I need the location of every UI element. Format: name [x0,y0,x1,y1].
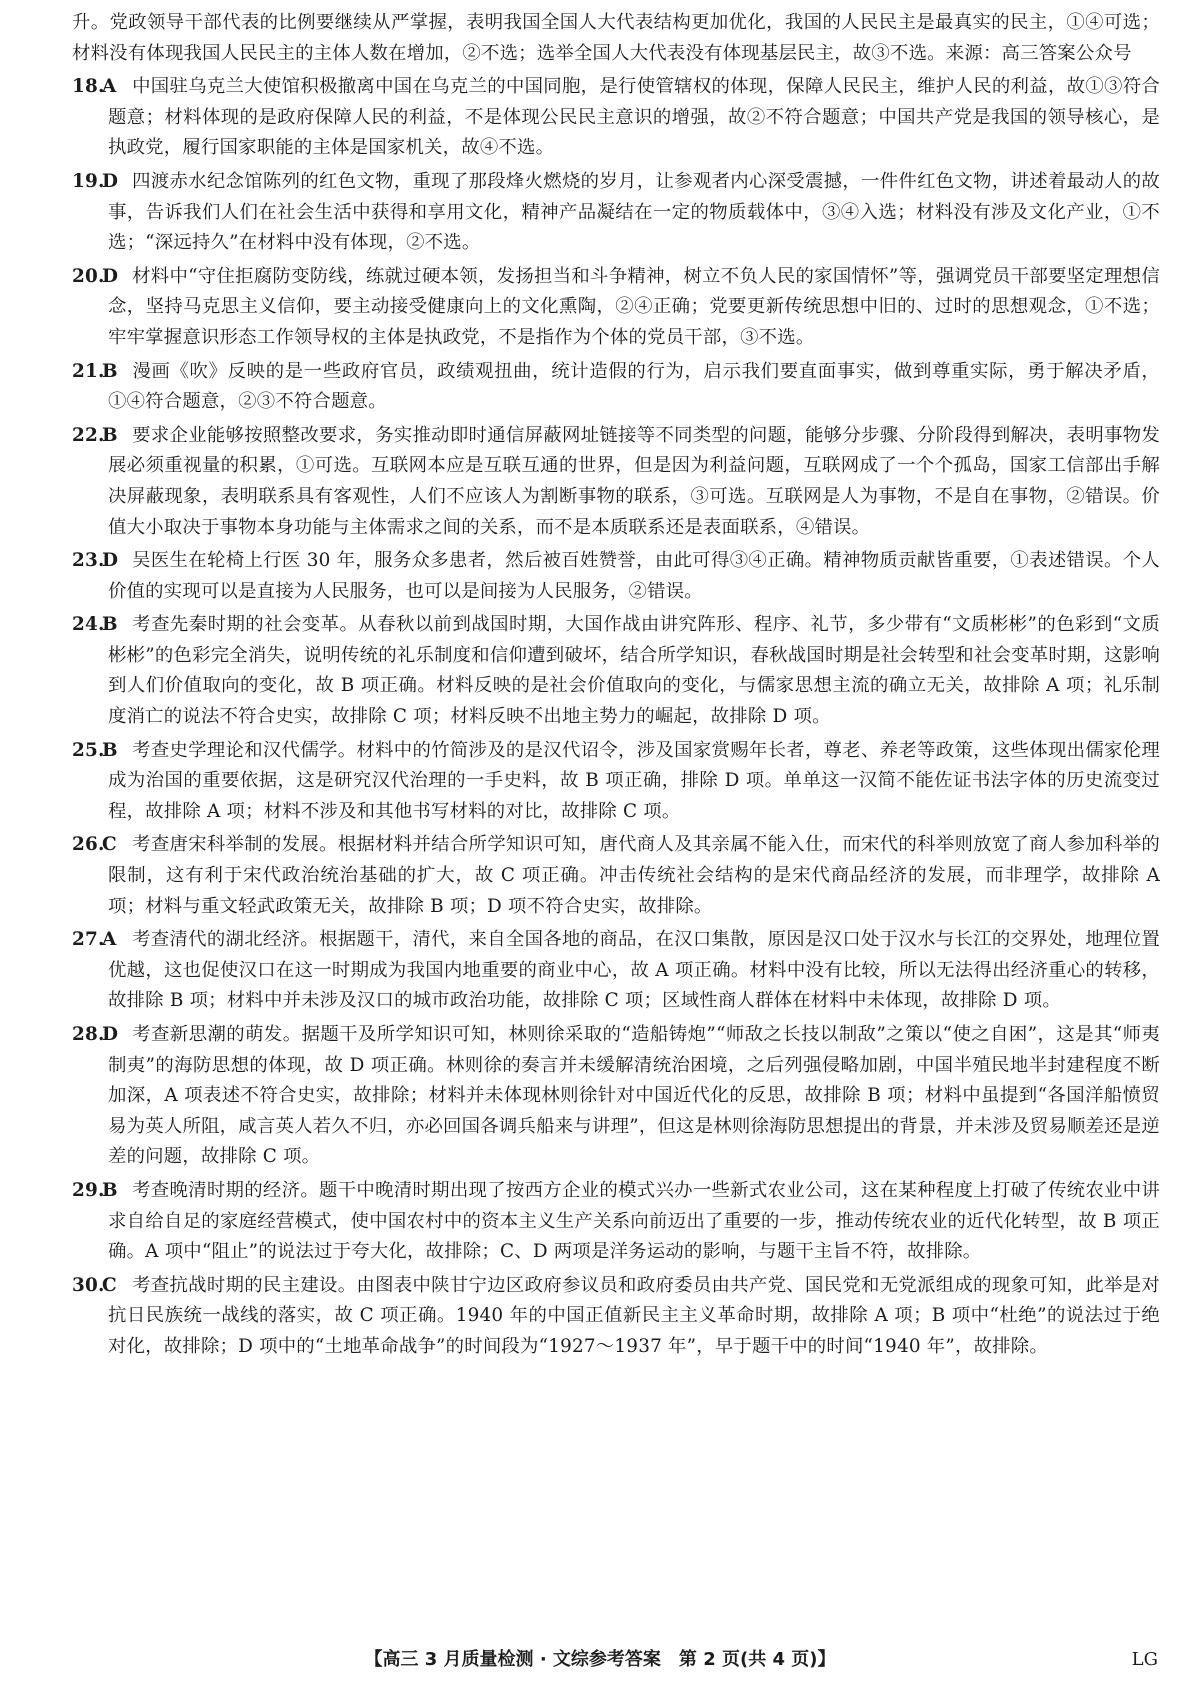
question-number: 25. [72,739,105,761]
answer-key: B [102,739,118,761]
explanation-text: 考查清代的湖北经济。根据题干，清代，来自全国各地的商品，在汉口集散，原因是汉口处于汉水与长江的交界处，地理位置优越，这也促使汉口在这一时期成为我国内地重要的商业中心，故 A 项正确。材料中没有比较，所以无法得出经济重心的转移，故排除 B 项；材料中并未涉及汉口的城市政治功能，故排除 C 项；区域性商人群体在材料中未体现，故排除 D 项。 [108,929,1160,1012]
explanation-text: 中国驻乌克兰大使馆积极撤离中国在乌克兰的中国同胞，是行使管辖权的体现，保障人民民主，维护人民的利益，故①③符合题意；材料体现的是政府保障人民的利益，不是体现公民民主意识的增强，故②不符合题意；中国共产党是我国的领导核心，是执政党，履行国家职能的主体是国家机关，故④不选。 [108,76,1160,159]
answer-key: C [102,1274,117,1296]
answer-list [72,72,1160,1362]
answer-item [72,830,1160,922]
answer-item [72,262,1160,354]
question-number: 28. [72,1024,105,1045]
explanation-text: 考查抗战时期的民主建设。由图表中陕甘宁边区政府参议员和政府委员由共产党、国民党和无党派组成的现象可知，此举是对抗日民族统一战线的落实，故 C 项正确。1940 年的中国正值新民主主义革命时期，故排除 A 项；B 项中“杜绝”的说法过于绝对化，故排除；D 项中的“土地革命战争”的时间段为“1927～1937 年”，早于题干中的时间“1940 年”，故排除。 [108,1274,1160,1357]
footer-code: LG [1131,1649,1158,1670]
answer-page [72,8,1160,1363]
answer-key: D [102,550,119,572]
answer-item [72,1176,1160,1268]
question-number: 27. [72,929,105,951]
explanation-text: 考查新思潮的萌发。据题干及所学知识可知，林则徐采取的“造船铸炮”“师敌之长技以制敌”之策以“使之自困”，这是其“师夷制夷”的海防思想的体现，故 D 项正确。林则徐的奏言并未缓解清统治困境，之后列强侵略加剧，中国半殖民地半封建程度不断加深，A 项表述不符合史实，故排除；材料并未体现林则徐针对中国近代化的反思，故排除 B 项；材料中虽提到“各国洋船愤贸易为英人所阻，咸言英人若久不归，亦必回国各调兵船来与讲理”，但这是林则徐海防思想提出的背景，并未涉及贸易顺差还是逆差的问题，故排除 C 项。 [108,1024,1160,1168]
explanation-text: 吴医生在轮椅上行医 30 年，服务众多患者，然后被百姓赞誉，由此可得③④正确。精神物质贡献皆重要，①表述错误。个人价值的实现可以是直接为人民服务，也可以是间接为人民服务，②错误。 [108,550,1160,602]
answer-item [72,546,1160,607]
explanation-text: 材料中“守住拒腐防变防线，练就过硬本领，发扬担当和斗争精神，树立不负人民的家国情怀”等，强调党员干部要坚定理想信念，坚持马克思主义信仰，要主动接受健康向上的文化熏陶，②④正确；党要更新传统思想中旧的、过时的思想观念，①不选；牢牢掌握意识形态工作领导权的主体是执政党，不是指作为个体的党员干部，③不选。 [108,265,1160,348]
question-number: 22. [72,424,105,446]
footer-title: 【高三 3 月质量检测 · 文综参考答案 第 2 页(共 4 页)】 [364,1649,836,1670]
question-number: 19. [72,170,105,192]
question-number: 20. [72,265,105,287]
answer-item [72,736,1160,828]
answer-item [72,925,1160,1017]
question-number: 23. [72,550,105,572]
question-number: 18. [72,76,105,98]
question-number: 29. [72,1179,105,1201]
answer-item [72,1020,1160,1173]
explanation-text: 考查晚清时期的经济。题干中晚清时期出现了按西方企业的模式兴办一些新式农业公司，这在某种程度上打破了传统农业中讲求自给自足的家庭经营模式，使中国农村中的资本主义生产关系向前迈出了重要的一步，推动传统农业的近代化转型，故 B 项正确。A 项中“阻止”的说法过于夸大化，故排除；C、D 两项是洋务运动的影响，与题干主旨不符，故排除。 [108,1179,1160,1263]
question-number: 26. [72,834,105,856]
explanation-text: 要求企业能够按照整改要求，务实推动即时通信屏蔽网址链接等不同类型的问题，能够分步骤、分阶段得到解决，表明事物发展必须重视量的积累，①可选。互联网本应是互联互通的世界，但是因为利益问题，互联网成了一个个孤岛，国家工信部出手解决屏蔽现象，表明联系具有客观性，人们不应该人为割断事物的联系，③可选。互联网是人为事物，不是自在事物，②错误。价值大小取决于事物本身功能与主体需求之间的关系，而不是本质联系还是表面联系，④错误。 [108,424,1160,538]
answer-key: B [102,1179,118,1201]
answer-key: B [102,614,118,636]
answer-item [72,1271,1160,1363]
answer-key: D [102,265,119,287]
explanation-text: 漫画《吹》反映的是一些政府官员，政绩观扭曲，统计造假的行为，启示我们要直面事实，做到尊重实际，勇于解决矛盾，①④符合题意，②③不符合题意。 [108,360,1160,413]
answer-key: D [102,170,119,192]
answer-key: A [102,929,117,951]
explanation-text: 四渡赤水纪念馆陈列的红色文物，重现了那段烽火燃烧的岁月，让参观者内心深受震撼，一件件红色文物，讲述着最动人的故事，告诉我们人们在社会生活中获得和享用文化，精神产品凝结在一定的物质载体中，③④入选；材料没有涉及文化产业，①不选；“深远持久”在材料中没有体现，②不选。 [108,170,1160,254]
answer-key: B [102,424,118,446]
answer-key: C [102,834,117,856]
answer-item [72,72,1160,164]
answer-item [72,610,1160,732]
explanation-text: 考查史学理论和汉代儒学。材料中的竹简涉及的是汉代诏令，涉及国家赏赐年长者，尊老、养老等政策，这些体现出儒家伦理成为治国的重要依据，这是研究汉代治理的一手史料，故 B 项正确，排除 D 项。单单这一汉简不能佐证书法字体的历史流变过程，故排除 A 项；材料不涉及和其他书写材料的对比，故排除 C 项。 [108,739,1160,822]
answer-item [72,167,1160,259]
question-number: 30. [72,1274,105,1296]
answer-item [72,357,1160,418]
answer-key: A [102,76,117,98]
question-number: 24. [72,614,105,636]
explanation-text: 考查先秦时期的社会变革。从春秋以前到战国时期，大国作战由讲究阵形、程序、礼节，多少带有“文质彬彬”的色彩到“文质彬彬”的色彩完全消失，说明传统的礼乐制度和信仰遭到破坏，结合所学知识，春秋战国时期是社会转型和社会变革时期，这影响到人们价值取向的变化，故 B 项正确。材料反映的是社会价值取向的变化，与儒家思想主流的确立无关，故排除 A 项；礼乐制度消亡的说法不符合史实，故排除 C 项；材料反映不出地主势力的崛起，故排除 D 项。 [108,614,1160,728]
answer-key: B [102,360,118,382]
question-number: 21. [72,360,105,382]
explanation-text: 考查唐宋科举制的发展。根据材料并结合所学知识可知，唐代商人及其亲属不能入仕，而宋代的科举则放宽了商人参加科举的限制，这有利于宋代政治统治基础的扩大，故 C 项正确。冲击传统社会结构的是宋代商品经济的发展，而非理学，故排除 A 项；材料与重文轻武政策无关，故排除 B 项；D 项不符合史实，故排除。 [108,834,1160,917]
continuation-paragraph: 升。党政领导干部代表的比例要继续从严掌握，表明我国全国人大代表结构更加优化，我国的人民民主是最真实的民主，①④可选；材料没有体现我国人民民主的主体人数在增加，②不选；选举全国人大代表没有体现基层民主，故③不选。来源：高三答案公众号 [72,12,1160,64]
answer-item [72,421,1160,543]
answer-key: D [102,1024,119,1045]
